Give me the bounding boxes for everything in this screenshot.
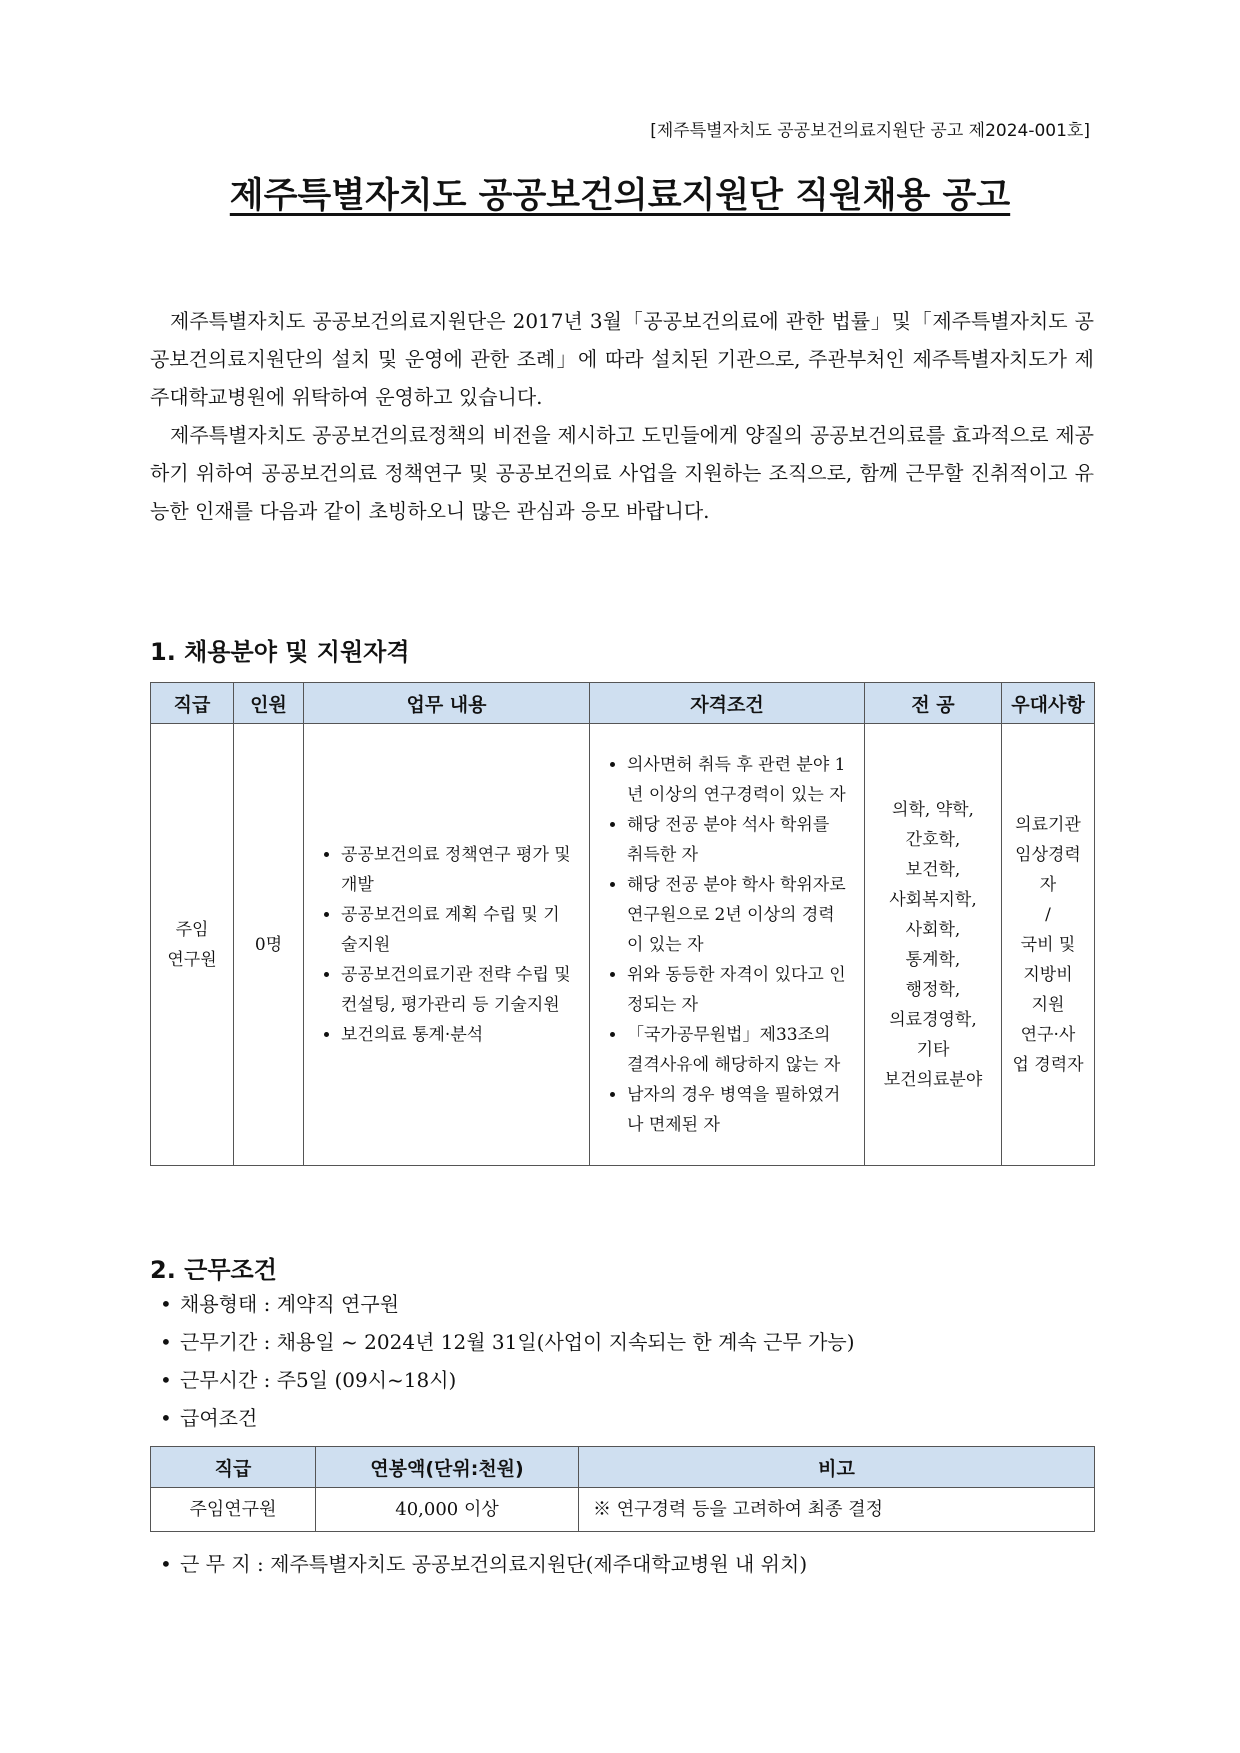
pay-cell-note: ※ 연구경력 등을 고려하여 최종 결정: [579, 1488, 1095, 1532]
work-location: • 근 무 지 : 제주특별자치도 공공보건의료지원단(제주대학교병원 내 위치): [160, 1552, 808, 1576]
section1-heading: 1. 채용분야 및 지원자격: [150, 638, 410, 666]
intro-text: [150, 302, 1094, 530]
pay-header-salary: 연봉액(단위:천원): [316, 1447, 579, 1488]
recruitment-table: [150, 682, 1095, 1166]
cell-duties: [304, 724, 590, 1166]
cell-count: 0명: [234, 724, 304, 1166]
duty-item: • 공공보건의료 정책연구 평가 및 개발: [341, 840, 574, 900]
work-location-text: 근 무 지 : 제주특별자치도 공공보건의료지원단(제주대학교병원 내 위치): [180, 1552, 808, 1576]
table-row: [151, 724, 1095, 1166]
pay-table: [150, 1446, 1095, 1532]
list-item: • 급여조건: [160, 1406, 258, 1430]
duties-list: [305, 840, 588, 1050]
qualification-item: • 남자의 경우 병역을 필하였거나 면제된 자: [627, 1080, 849, 1140]
list-item: • 채용형태 : 계약직 연구원: [160, 1292, 400, 1316]
qualifications-list: [591, 750, 863, 1140]
cell-majors: 의학, 약학, 간호학, 보건학, 사회복지학, 사회학, 통계학, 행정학, 의료경영학, 기타 보건의료분야: [865, 724, 1002, 1166]
condition-work-period: 근무기간 : 채용일 ~ 2024년 12월 31일(사업이 지속되는 한 계속 근무 가능): [180, 1330, 855, 1354]
qualification-item: • 위와 동등한 자격이 있다고 인정되는 자: [627, 960, 849, 1020]
header-rank: 직급: [151, 683, 234, 724]
list-item: • 근무기간 : 채용일 ~ 2024년 12월 31일(사업이 지속되는 한 계속 근무 가능): [160, 1330, 855, 1354]
qualification-item: • 해당 전공 분야 석사 학위를 취득한 자: [627, 810, 849, 870]
condition-work-hours: 근무시간 : 주5일 (09시~18시): [180, 1368, 457, 1392]
cell-rank: 주임 연구원: [151, 724, 234, 1166]
pay-cell-rank: 주임연구원: [151, 1488, 316, 1532]
section2-heading: 2. 근무조건: [150, 1256, 277, 1284]
header-duties: 업무 내용: [304, 683, 590, 724]
pay-header-note: 비고: [579, 1447, 1095, 1488]
conditions-list: [160, 1285, 855, 1437]
duty-item: • 공공보건의료 계획 수립 및 기술지원: [341, 900, 574, 960]
condition-pay: 급여조건: [180, 1406, 258, 1430]
table-header-row: [151, 683, 1095, 724]
header-preference: 우대사항: [1002, 683, 1095, 724]
duty-item: • 공공보건의료기관 전략 수립 및 컨설팅, 평가관리 등 기술지원: [341, 960, 574, 1020]
header-count: 인원: [234, 683, 304, 724]
cell-preferences: 의료기관 임상경력 자 / 국비 및 지방비 지원 연구·사 업 경력자: [1002, 724, 1095, 1166]
header-qualifications: 자격조건: [590, 683, 865, 724]
list-item: • 근무시간 : 주5일 (09시~18시): [160, 1368, 457, 1392]
qualification-item: • 해당 전공 분야 학사 학위자로 연구원으로 2년 이상의 경력이 있는 자: [627, 870, 849, 960]
table-row: [151, 1488, 1095, 1532]
duty-item: • 보건의료 통계·분석: [341, 1020, 574, 1050]
cell-qualifications: [590, 724, 865, 1166]
page-title: 제주특별자치도 공공보건의료지원단 직원채용 공고: [229, 176, 1011, 216]
pay-cell-salary: 40,000 이상: [316, 1488, 579, 1532]
table-header-row: [151, 1447, 1095, 1488]
intro-paragraph-2: 제주특별자치도 공공보건의료정책의 비전을 제시하고 도민들에게 양질의 공공보건의료를 효과적으로 제공하기 위하여 공공보건의료 정책연구 및 공공보건의료 사업을 지원하는 조직으로, 함께 근무할 진취적이고 유능한 인재를 다음과 같이 초빙하오니 많은 관심과 응모 바랍니다.: [150, 423, 1094, 523]
intro-paragraph-1: 제주특별자치도 공공보건의료지원단은 2017년 3월「공공보건의료에 관한 법률」및「제주특별자치도 공공보건의료지원단의 설치 및 운영에 관한 조례」에 따라 설치된 기관으로, 주관부처인 제주특별자치도가 제주대학교병원에 위탁하여 운영하고 있습니다.: [150, 309, 1094, 409]
header-major: 전 공: [865, 683, 1002, 724]
condition-employment-type: 채용형태 : 계약직 연구원: [180, 1292, 400, 1316]
notice-number: [제주특별자치도 공공보건의료지원단 공고 제2024-001호]: [650, 121, 1090, 141]
pay-header-rank: 직급: [151, 1447, 316, 1488]
qualification-item: • 「국가공무원법」제33조의 결격사유에 해당하지 않는 자: [627, 1020, 849, 1080]
qualification-item: • 의사면허 취득 후 관련 분야 1년 이상의 연구경력이 있는 자: [627, 750, 849, 810]
